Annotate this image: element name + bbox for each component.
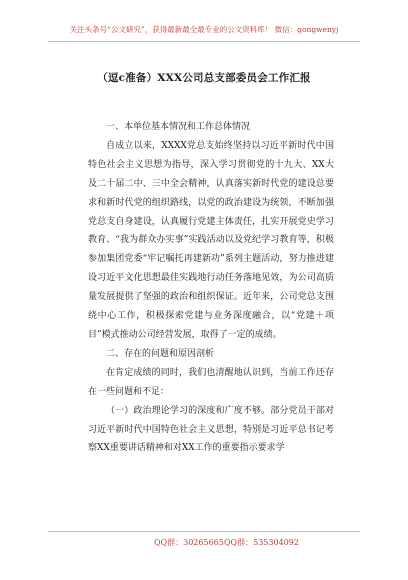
body-paragraph-2: 在肯定成绩的同时，我们也清醒地认识到，当前工作还存在一些问题和不足： [88, 367, 334, 397]
header-divider [48, 41, 360, 42]
footer-divider [48, 531, 360, 532]
document-title: （逗c准备）XXX公司总支部委员会工作汇报 [97, 72, 311, 84]
body-paragraph-3: （一）政治理论学习的深度和广度不够。部分党员干部对习近平新时代中国特色社会主义思想，特别是习近平总书记考察XX重要讲话精神和对XX工作的重要指示要求学 [88, 405, 334, 454]
qq-group-2: QQ群：535304092 [224, 538, 299, 547]
document-body [88, 118, 334, 458]
qq-group-1: QQ群：30265665 [154, 538, 224, 547]
section-heading-2: 二、存在的问题和原因剖析 [106, 348, 215, 359]
body-paragraph-1: 自成立以来，XXXX党总支始终坚持以习近平新时代中国特色社会主义思想为指导，深入学习贯彻党的十九大、XX大及二十届二中、三中全会精神，认真落实新时代党的建设总要求和新时代党的组织路线，以党的政治建设为统领，不断加强党总支自身建设，认真履行党建主体责任，扎实开展党史学习教育、“我为群众办实事”实践活动以及党纪学习教育等，积极参加集团党委“牢记嘱托再建新功”系列主题活动，努力推进建设习近平文化思想最佳实践地行动任务落地见效，为公司高质量发展提供了坚强的政治和组织保证。近年来，公司党总支围绕中心工作，积极探索党建与业务深度融合，以“党建＋项目”模式推动公司经营发展，取得了一定的成绩。 [88, 140, 334, 340]
section-heading-1: 一、本单位基本情况和工作总体情况 [106, 122, 251, 132]
promo-banner: 关注头条号“公文研究”，获得最新最全最专业的公文资料库！ 微信：gongwenyj [69, 25, 339, 34]
